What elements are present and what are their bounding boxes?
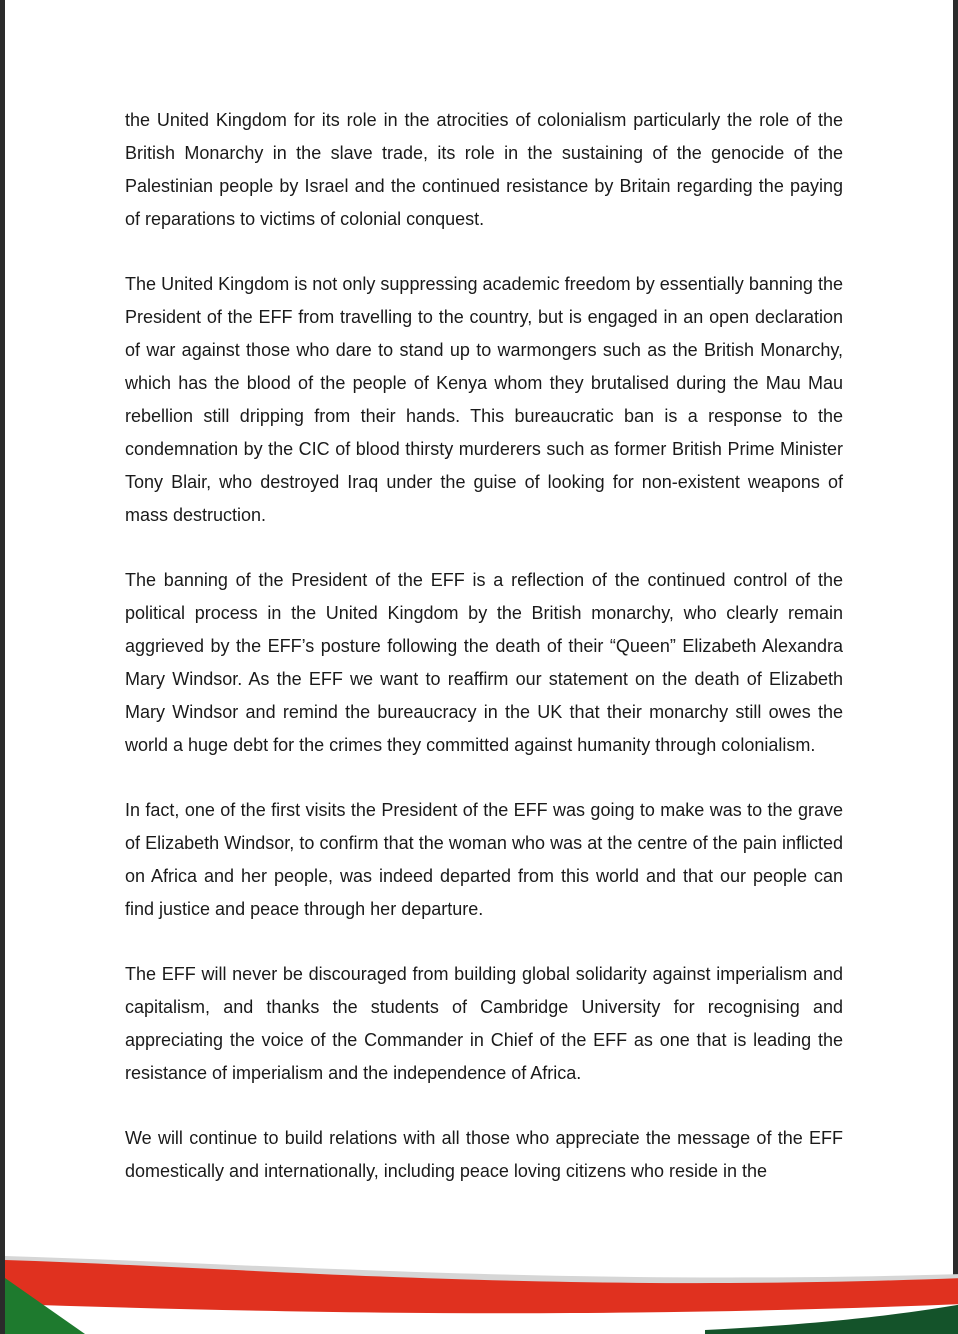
footer-decorative-band: [5, 1234, 958, 1334]
paragraph-3: The banning of the President of the EFF is a reflection of the continued control of the political process in the United Kingdom by the British monarchy, who clearly remain aggrieved by the EFF’s posture following the death of their “Queen” Elizabeth Alexandra Mary Windsor. As the EFF we want to reaffirm our statement on the death of Elizabeth Mary Windsor and remind the bureaucracy in the UK that their monarchy still owes the world a huge debt for the crimes they committed against humanity through colonialism.: [125, 570, 843, 755]
paragraph-2: The United Kingdom is not only suppressing academic freedom by essentially banning the President of the EFF from travelling to the country, but is engaged in an open declaration of war against those who dare to stand up to warmongers such as the British Monarchy, which has the blood of the people of Kenya whom they brutalised during the Mau Mau rebellion still dripping from their hands. This bureaucratic ban is a response to the condemnation by the CIC of blood thirsty murderers such as former British Prime Minister Tony Blair, who destroyed Iraq under the guise of looking for non-existent weapons of mass destruction.: [125, 274, 843, 525]
paragraph-4: In fact, one of the first visits the President of the EFF was going to make was to the grave of Elizabeth Windsor, to confirm that the woman who was at the centre of the pain inflicted on Africa and her people, was indeed departed from this world and that our people can find justice and peace through her departure.: [125, 800, 843, 919]
paragraph-1: the United Kingdom for its role in the atrocities of colonialism particularly the role of the British Monarchy in the slave trade, its role in the sustaining of the genocide of the Palestinian people by Israel and the continued resistance by Britain regarding the paying of reparations to victims of colonial conquest.: [125, 110, 843, 229]
body-text: [125, 104, 843, 1220]
paragraph-6: We will continue to build relations with all those who appreciate the message of the EFF domestically and internationally, including peace loving citizens who reside in the: [125, 1128, 843, 1181]
paragraph-5: The EFF will never be discouraged from building global solidarity against imperialism and capitalism, and thanks the students of Cambridge University for recognising and appreciating the voice of the Commander in Chief of the EFF as one that is leading the resistance of imperialism and the independence of Africa.: [125, 964, 843, 1083]
